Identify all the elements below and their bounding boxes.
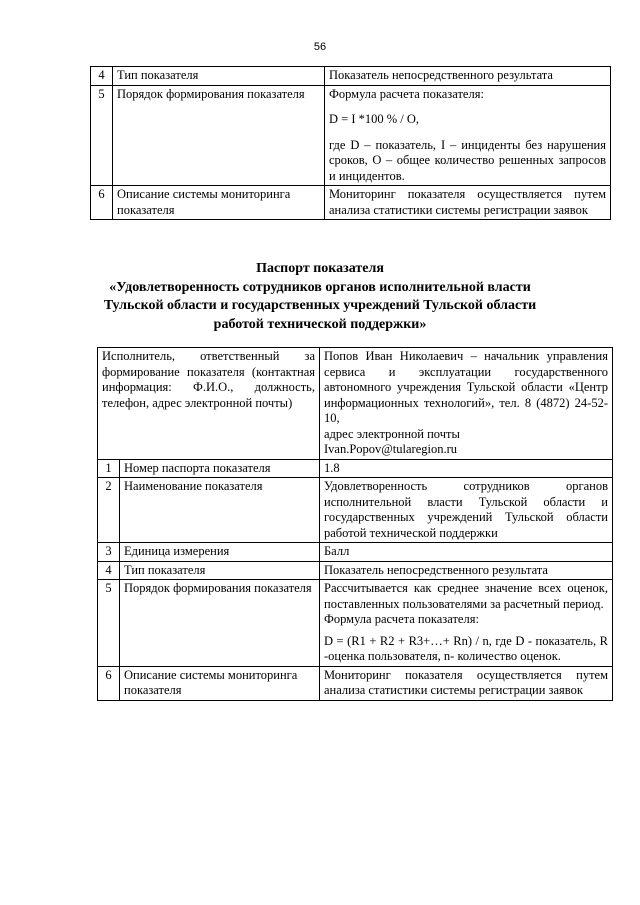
table-row [91,85,611,186]
row-number: 4 [91,67,113,86]
formula-caption: Формула расчета показателя: [329,86,484,101]
row-value [325,85,611,186]
formula: D = (R1 + R2 + R3+…+ Rn) / n, где D - показатель, R -оценка пользователя, n- количество оценок. [324,633,608,663]
executor-info: Попов Иван Николаевич – начальник управления сервиса и эксплуатации государственного автономного учреждения Тульской области «Центр информационных технологий», тел. 8 (4872) 24-52-10, [324,349,608,425]
row-number: 4 [98,561,120,580]
table-row [98,459,613,478]
formula-caption: Формула расчета показателя: [324,612,479,626]
row-value: Мониторинг показателя осуществляется путем анализа статистики системы регистрации заявок [325,186,611,220]
row-number: 1 [98,459,120,478]
page-number: 56 [313,41,327,53]
row-label: Номер паспорта показателя [120,459,320,478]
passport-table [97,347,613,701]
row-value: Мониторинг показателя осуществляется путем анализа статистики системы регистрации заявок [320,666,613,700]
executor-label: Исполнитель, ответственный за формирование показателя (контактная информация: Ф.И.О., должность, телефон, адрес электронной почты) [98,348,320,460]
row-value: Показатель непосредственного результата [325,67,611,86]
row-value: Показатель непосредственного результата [320,561,613,580]
passport-title-line: «Удовлетворенность сотрудников органов исполнительной власти [109,279,531,295]
row-label: Описание системы мониторинга показателя [113,186,325,220]
table-row [91,186,611,220]
row-number: 3 [98,543,120,562]
passport-title-line: Тульской области и государственных учреждений Тульской области [103,298,537,313]
table-row [98,478,613,543]
table-row [98,666,613,700]
row-value: Балл [320,543,613,562]
row-label: Порядок формирования показателя [120,580,320,667]
row-value: 1.8 [320,459,613,478]
table-row [98,580,613,667]
continuation-table [90,66,611,220]
executor-value [320,348,613,460]
row-label: Тип показателя [113,67,325,86]
table-row [98,561,613,580]
calc-description: Рассчитывается как среднее значение всех оценок, поставленных пользователями за расчетный период. [324,581,608,611]
row-number: 5 [91,85,113,186]
formula-legend: где D – показатель, I – инциденты без нарушения сроков, O – общее количество решенных запросов и инцидентов. [329,137,606,183]
table-row [91,67,611,86]
row-number: 6 [98,666,120,700]
table-row [98,543,613,562]
row-label: Наименование показателя [120,478,320,543]
row-label: Порядок формирования показателя [113,85,325,186]
row-label: Описание системы мониторинга показателя [120,666,320,700]
row-number: 5 [98,580,120,667]
passport-title [80,260,560,334]
executor-email: Ivan.Popov@tularegion.ru [324,442,458,456]
row-value [320,580,613,667]
passport-title-line: работой технической поддержки» [213,316,427,332]
executor-email-label: адрес электронной почты [324,426,460,441]
passport-title-line: Паспорт показателя [256,261,384,276]
executor-row [98,348,613,460]
row-value: Удовлетворенность сотрудников органов исполнительной власти Тульской области и государственных учреждений Тульской области работой технической поддержки [320,478,613,543]
row-number: 2 [98,478,120,543]
row-number: 6 [91,186,113,220]
formula: D = I *100 % / O, [329,112,420,126]
row-label: Единица измерения [120,543,320,562]
row-label: Тип показателя [120,561,320,580]
